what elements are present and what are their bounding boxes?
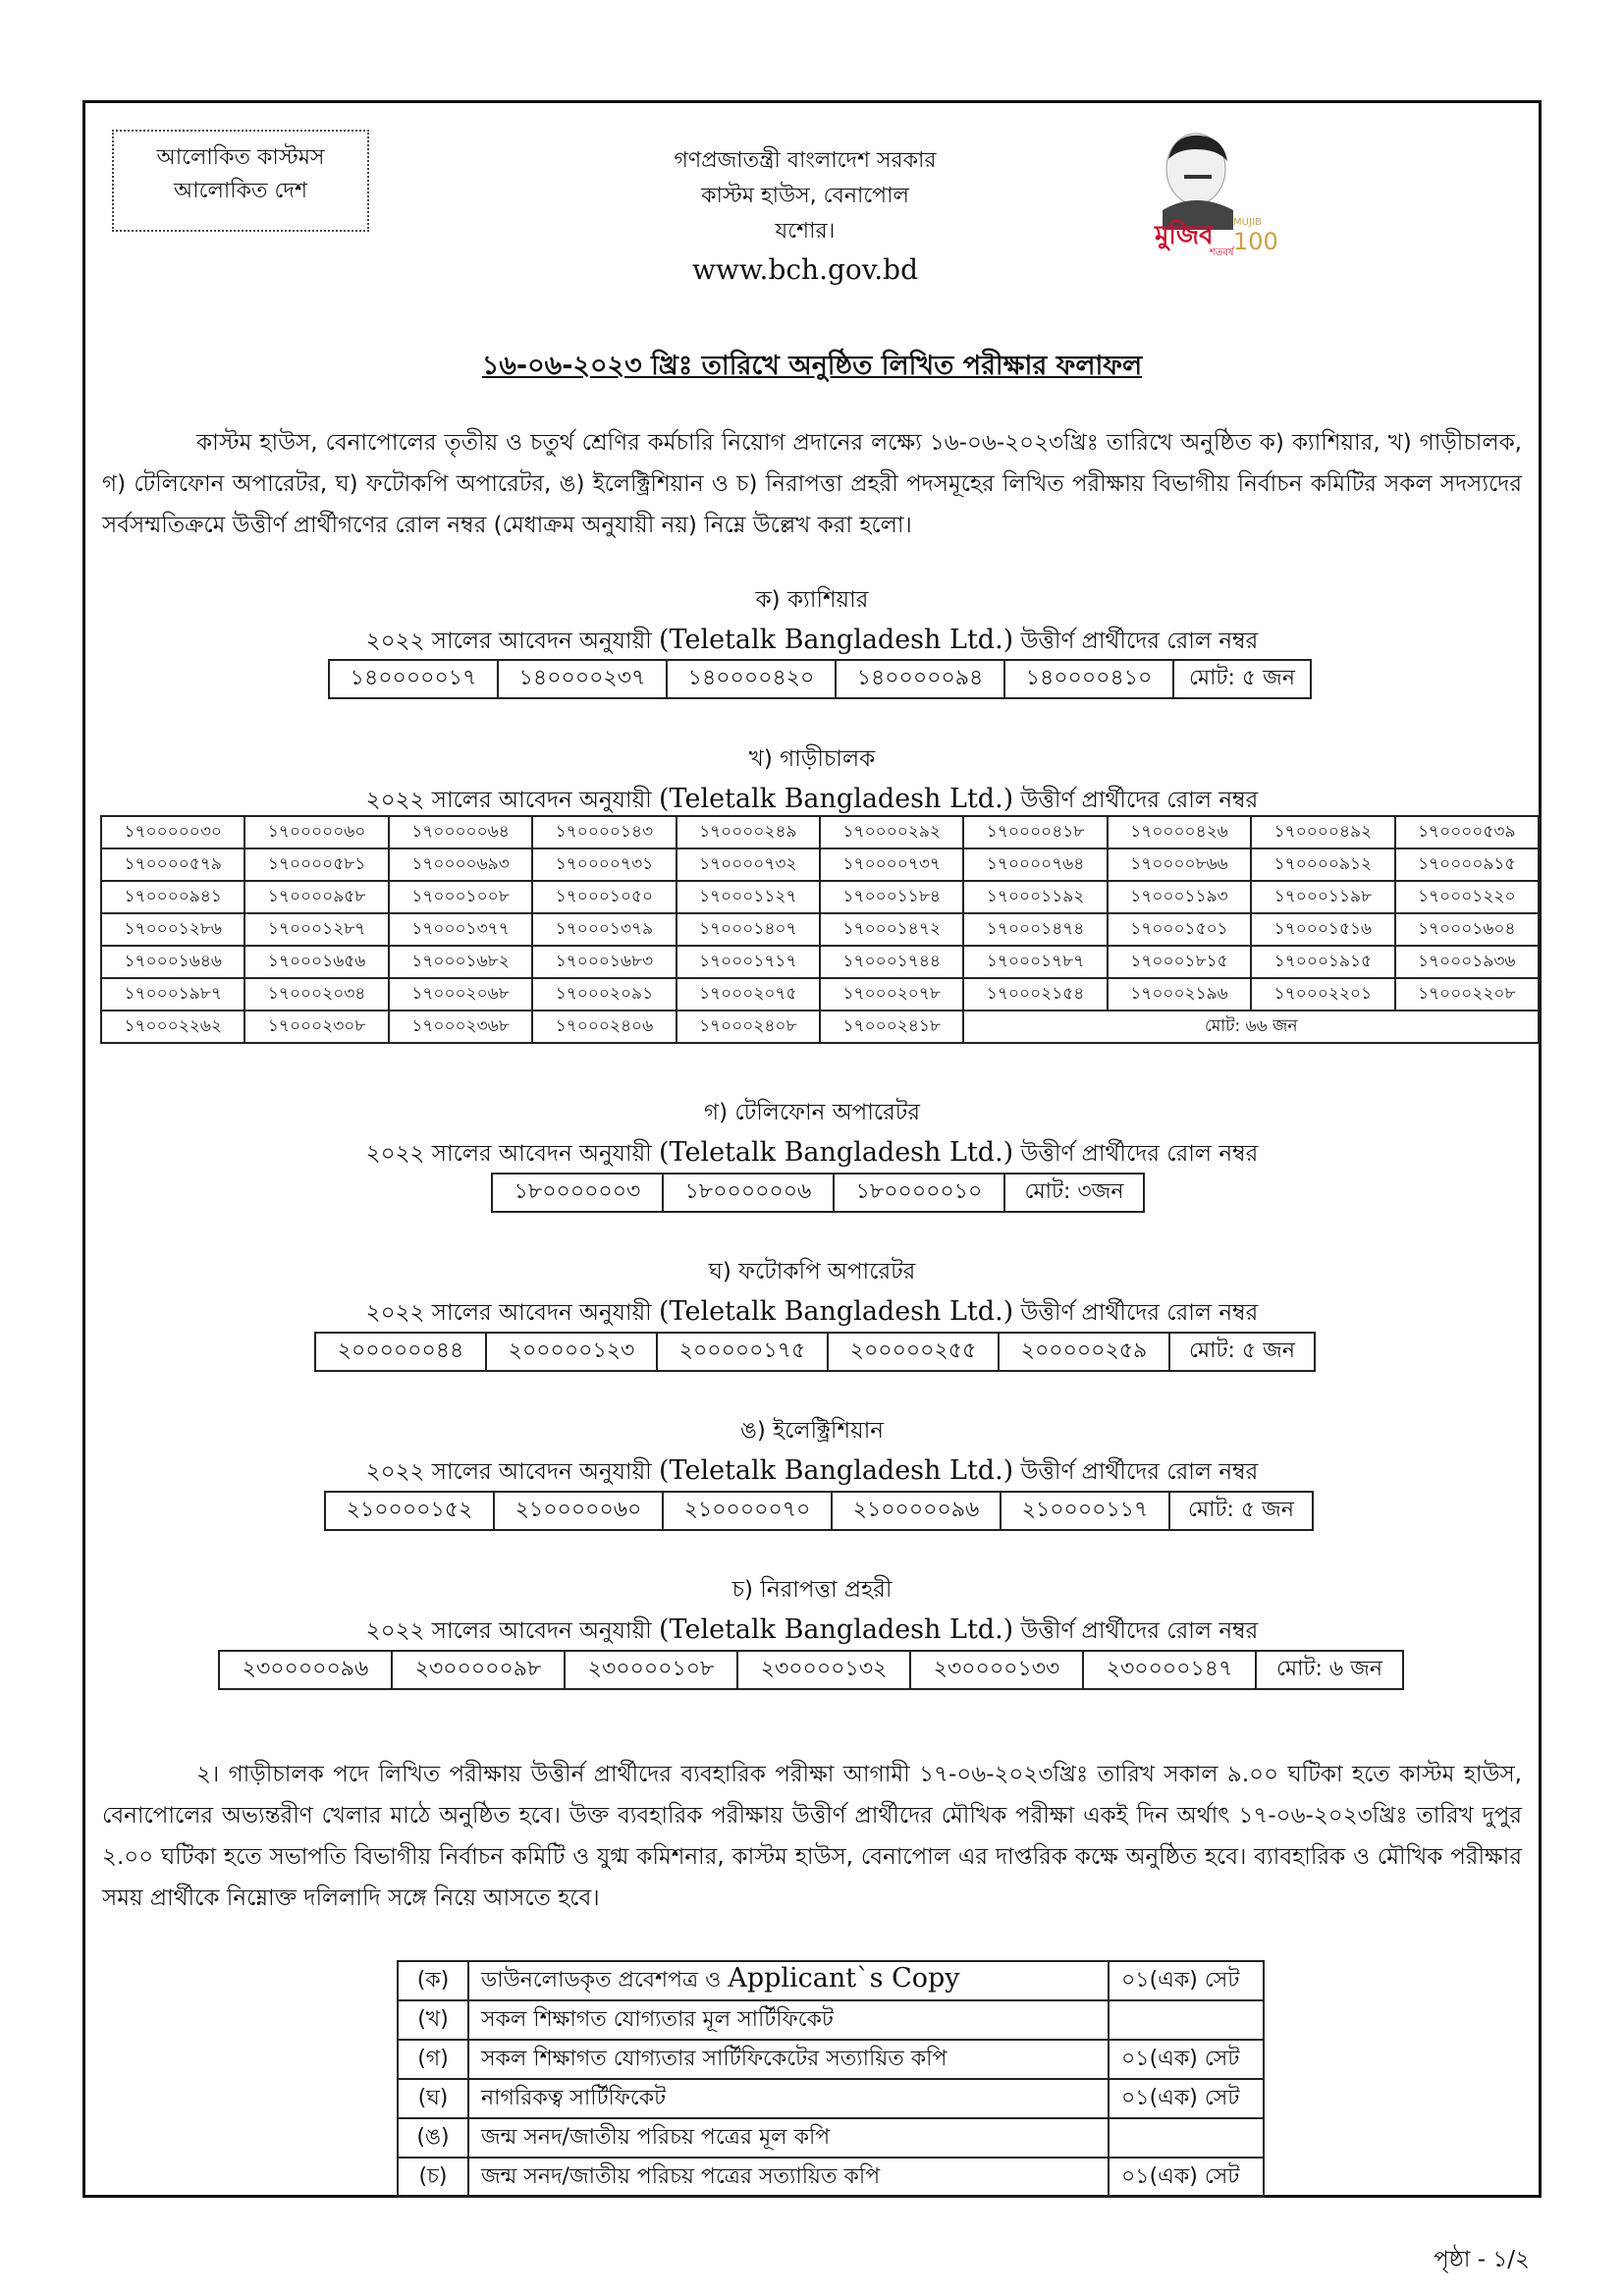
document-quantity: ০১(এক) সেট (1109, 2158, 1264, 2197)
logo-badge-latin: MUJIB (1233, 217, 1262, 228)
roll-cell: ১৭০০০০১৪৩ (532, 816, 676, 848)
roll-cell: ১৭০০০১৬৫৬ (244, 946, 388, 978)
document-row (398, 1961, 1264, 2000)
roll-cell: ২০০০০০১৭৫ (657, 1333, 828, 1371)
roll-cell: ১৭০০০০৮৬৬ (1108, 848, 1251, 881)
document-name: জন্ম সনদ/জাতীয় পরিচয় পত্রের মূল কপি (468, 2118, 1109, 2158)
roll-cell: ২৩০০০০১৪৭ (1083, 1651, 1256, 1689)
roll-cell: ১৭০০০১৯৩৬ (1395, 946, 1539, 978)
roll-cell: ১৭০০০১৭৮৭ (963, 946, 1107, 978)
photocopy-roll-table (314, 1332, 1316, 1372)
letterhead (550, 143, 1060, 291)
section-guard-heading: চ) নিরাপত্তা প্রহরী (731, 1577, 893, 1603)
roll-cell: ১৭০০০০৬৯৩ (389, 848, 532, 881)
roll-cell: ১৭০০০১৯৮৭ (101, 978, 244, 1011)
roll-cell: ১৭০০০২০৭৫ (677, 978, 820, 1011)
electrician-roll-table (324, 1491, 1314, 1531)
guard-roll-table (218, 1650, 1404, 1690)
motto-line-2: আলোকিত দেশ (174, 179, 307, 203)
section-electrician-subtitle: ২০২২ সালের আবেদন অনুযায়ী (Teletalk Bangladesh Ltd.) উত্তীর্ণ প্রার্থীদের রোল নম্বর (365, 1455, 1259, 1486)
section-photocopy-heading: ঘ) ফটোকপি অপারেটর (708, 1259, 916, 1285)
roll-cell: ১৭০০০০৫৭৯ (101, 848, 244, 881)
roll-cell: ১৭০০০১৫১৬ (1251, 913, 1394, 946)
table-row (101, 913, 1539, 946)
roll-cell: ১৭০০০০৪১৮ (963, 816, 1107, 848)
roll-cell: ১৭০০০২১৯৬ (1108, 978, 1251, 1011)
cashier-roll-table (328, 659, 1312, 699)
roll-cell: ১৭০০০১৪০৭ (677, 913, 820, 946)
roll-cell: ১৪০০০০২৩৭ (498, 660, 667, 698)
table-row (101, 816, 1539, 848)
table-row (101, 881, 1539, 913)
section-cashier-heading: ক) ক্যাশিয়ার (755, 587, 869, 613)
roll-cell: ১৭০০০০৪৯২ (1251, 816, 1394, 848)
roll-cell: ২৩০০০০১৩৩ (910, 1651, 1083, 1689)
motto-box (112, 130, 369, 232)
roll-cell: ২০০০০০১২৩ (486, 1333, 657, 1371)
roll-cell: ১৭০০০২১৫৪ (963, 978, 1107, 1011)
roll-cell: ১৭০০০১৪৭২ (820, 913, 963, 946)
motto-line-1: আলোকিত কাস্টমস (156, 145, 325, 170)
roll-cell: ১৭০০০১৭১৭ (677, 946, 820, 978)
document-mark: (খ) (398, 2000, 468, 2040)
roll-cell: ১৭০০০২০৭৮ (820, 978, 963, 1011)
document-name: জন্ম সনদ/জাতীয় পরিচয় পত্রের সত্যায়িত কপি (468, 2158, 1109, 2197)
roll-cell: ১৭০০০০৭৩২ (677, 848, 820, 881)
table-row (101, 978, 1539, 1011)
required-documents-table (397, 1960, 1265, 2198)
roll-cell: ১৭০০০২২৬২ (101, 1011, 244, 1043)
roll-cell: ১৭০০০২৪০৮ (677, 1011, 820, 1043)
roll-cell: ২৩০০০০০৯৮ (392, 1651, 565, 1689)
roll-cell: ১৪০০০০৪১০ (1004, 660, 1173, 698)
roll-cell: ১৭০০০১৬৪৬ (101, 946, 244, 978)
roll-cell: ১৭০০০০২৪৯ (677, 816, 820, 848)
section-telephone-subtitle: ২০২২ সালের আবেদন অনুযায়ী (Teletalk Bangladesh Ltd.) উত্তীর্ণ প্রার্থীদের রোল নম্বর (365, 1137, 1259, 1168)
roll-cell: ১৭০০০০৭৩৭ (820, 848, 963, 881)
logo-badge-sub: শতবর্ষ (1210, 247, 1234, 258)
roll-cell: ১৭০০০২২০৮ (1395, 978, 1539, 1011)
government-name: গণপ্রজাতন্ত্রী বাংলাদেশ সরকার (674, 148, 937, 173)
document-row (398, 2000, 1264, 2040)
roll-cell: ১৭০০০২০৬৮ (389, 978, 532, 1011)
roll-cell: ১৭০০০০৫৩৯ (1395, 816, 1539, 848)
roll-cell: ১৪০০০০০৯৪ (836, 660, 1004, 698)
mujib-centenary-logo (1135, 132, 1282, 259)
roll-cell: ১৭০০০১৬৮৩ (532, 946, 676, 978)
logo-badge-text: মুজিব (1155, 221, 1214, 250)
roll-cell: ১৭০০০২০৩৪ (244, 978, 388, 1011)
roll-cell: ১৭০০০১৭৪৪ (820, 946, 963, 978)
roll-cell: ১৭০০০২২০১ (1251, 978, 1394, 1011)
roll-cell: ১৭০০০১৪৭৪ (963, 913, 1107, 946)
roll-cell: ২১০০০০০৯৬ (832, 1492, 1001, 1530)
roll-cell: ১৮০০০০০০৬ (663, 1174, 834, 1212)
roll-cell: ১৭০০০১১৯৩ (1108, 881, 1251, 913)
section-guard-subtitle: ২০২২ সালের আবেদন অনুযায়ী (Teletalk Bangladesh Ltd.) উত্তীর্ণ প্রার্থীদের রোল নম্বর (365, 1614, 1259, 1645)
roll-cell: ১৭০০০১১৯৮ (1251, 881, 1394, 913)
roll-cell: ১৪০০০০০১৭ (329, 660, 498, 698)
document-quantity: ০১(এক) সেট (1109, 1961, 1264, 2000)
roll-cell: ১৭০০০১৫০১ (1108, 913, 1251, 946)
roll-cell: ১৮০০০০০০৩ (492, 1174, 663, 1212)
document-row (398, 2158, 1264, 2197)
total-cell: মোট: ৬ জন (1256, 1651, 1403, 1689)
roll-cell: ১৭০০০০৭৩১ (532, 848, 676, 881)
roll-cell: ১৭০০০০০৩০ (101, 816, 244, 848)
practical-exam-text: ২। গাড়ীচালক পদে লিখিত পরীক্ষায় উত্তীর্ন প্রার্থীদের ব্যবহারিক পরীক্ষা আগামী ১৭-০৬-২০২৩খ্রিঃ তারিখ সকাল ৯.০০ ঘটিকা হতে কাস্টম হাউস, বেনাপোলের অভ্যন্তরীণ খেলার মাঠে অনুষ্ঠিত হবে। উক্ত ব্যবহারিক পরীক্ষায় উত্তীর্ণ প্রার্থীদের মৌখিক পরীক্ষা একই দিন অর্থাৎ ১৭-০৬-২০২৩খ্রিঃ তারিখ দুপুর ২.০০ ঘটিকা হতে সভাপতি বিভাগীয় নির্বাচন কমিটি ও যুগ্ম কমিশনার, কাস্টম হাউস, বেনাপোল এর দাপ্তরিক কক্ষে অনুষ্ঠিত হবে। ব্যাবহারিক ও মৌখিক পরীক্ষার সময় প্রার্থীকে নিম্নোক্ত দলিলাদি সঙ্গে নিয়ে আসতে হবে। (102, 1762, 1522, 1911)
roll-cell: ১৭০০০০৯১২ (1251, 848, 1394, 881)
section-driver-heading: খ) গাড়ীচালক (748, 746, 876, 772)
roll-cell: ১৭০০০১১২৭ (677, 881, 820, 913)
section-cashier-subtitle: ২০২২ সালের আবেদন অনুযায়ী (Teletalk Bangladesh Ltd.) উত্তীর্ণ প্রার্থীদের রোল নম্বর (365, 625, 1259, 655)
document-mark: (ঘ) (398, 2079, 468, 2118)
roll-cell: ১৭০০০০২৯২ (820, 816, 963, 848)
roll-cell: ২০০০০০২৫৫ (828, 1333, 999, 1371)
office-name: কাস্টম হাউস, বেনাপোল (701, 184, 909, 208)
total-cell: মোট: ৫ জন (1169, 1333, 1315, 1371)
roll-cell: ২০০০০০০৪৪ (315, 1333, 486, 1371)
roll-cell: ১৭০০০১১৮৪ (820, 881, 963, 913)
section-driver-subtitle: ২০২২ সালের আবেদন অনুযায়ী (Teletalk Bangladesh Ltd.) উত্তীর্ণ প্রার্থীদের রোল নম্বর (365, 784, 1259, 814)
roll-cell: ২৩০০০০১০৮ (565, 1651, 737, 1689)
roll-cell: ২০০০০০২৫৯ (999, 1333, 1169, 1371)
table-row (101, 848, 1539, 881)
document-name: নাগরিকত্ব সার্টিফিকেট (468, 2079, 1109, 2118)
document-name: ডাউনলোডকৃত প্রবেশপত্র ও Applicant`s Copy (468, 1961, 1109, 2000)
roll-cell: ১৭০০০০০৬৪ (389, 816, 532, 848)
intro-paragraph (102, 422, 1522, 546)
roll-cell: ১৭০০০২৩৬৮ (389, 1011, 532, 1043)
section-photocopy-subtitle: ২০২২ সালের আবেদন অনুযায়ী (Teletalk Bangladesh Ltd.) উত্তীর্ণ প্রার্থীদের রোল নম্বর (365, 1296, 1259, 1327)
document-mark: (ক) (398, 1961, 468, 2000)
table-row (101, 1011, 1539, 1043)
roll-cell: ১৭০০০১১৯২ (963, 881, 1107, 913)
roll-cell: ১৭০০০২০৯১ (532, 978, 676, 1011)
practical-exam-paragraph (102, 1754, 1522, 1919)
roll-cell: ১৭০০০০৫৮১ (244, 848, 388, 881)
roll-cell: ১৭০০০১২৮৬ (101, 913, 244, 946)
roll-cell: ১৭০০০০৪২৬ (1108, 816, 1251, 848)
roll-cell: ১৭০০০০৯৪১ (101, 881, 244, 913)
roll-cell: ১৭০০০১০৫০ (532, 881, 676, 913)
document-name: সকল শিক্ষাগত যোগ্যতার মূল সার্টিফিকেট (468, 2000, 1109, 2040)
document-mark: (ঙ) (398, 2118, 468, 2158)
logo-badge-number: 100 (1233, 228, 1278, 255)
document-mark: (গ) (398, 2040, 468, 2079)
roll-cell: ২১০০০০১৫২ (325, 1492, 494, 1530)
roll-cell: ১৭০০০১২২০ (1395, 881, 1539, 913)
roll-cell: ২১০০০০১১৭ (1001, 1492, 1169, 1530)
intro-text: কাস্টম হাউস, বেনাপোলের তৃতীয় ও চতুর্থ শ্রেণির কর্মচারি নিয়োগ প্রদানের লক্ষ্যে ১৬-০৬-২০২৩খ্রিঃ তারিখে অনুষ্ঠিত ক) ক্যাশিয়ার, খ) গাড়ীচালক, গ) টেলিফোন অপারেটর, ঘ) ফটোকপি অপারেটর, ঙ) ইলেক্ট্রিশিয়ান ও চ) নিরাপত্তা প্রহরী পদসমূহের লিখিত পরীক্ষায় বিভাগীয় নির্বাচন কমিটির সকল সদস্যদের সর্বসম্মতিক্রমে উত্তীর্ণ প্রার্থীগণের রোল নম্বর (মেধাক্রম অনুযায়ী নয়) নিম্নে উল্লেখ করা হলো। (102, 430, 1522, 538)
section-telephone-heading: গ) টেলিফোন অপারেটর (704, 1100, 920, 1125)
document-quantity: ০১(এক) সেট (1109, 2079, 1264, 2118)
document-row (398, 2118, 1264, 2158)
roll-cell: ২৩০০০০০৯৬ (219, 1651, 392, 1689)
document-row (398, 2040, 1264, 2079)
roll-cell: ২৩০০০০১৩২ (737, 1651, 910, 1689)
document-row (398, 2079, 1264, 2118)
roll-cell: ২১০০০০০৬০ (494, 1492, 663, 1530)
document-quantity (1109, 2000, 1264, 2040)
website-link[interactable]: www.bch.gov.bd (691, 253, 919, 286)
roll-cell: ১৭০০০১৯১৫ (1251, 946, 1394, 978)
document-quantity: ০১(এক) সেট (1109, 2040, 1264, 2079)
page-number: পৃষ্ঠা - ১/২ (1434, 2247, 1530, 2272)
total-cell: মোট: ৬৬ জন (963, 1011, 1539, 1043)
roll-cell: ২১০০০০০৭০ (663, 1492, 832, 1530)
table-row (101, 946, 1539, 978)
roll-cell: ১৭০০০১৮১৫ (1108, 946, 1251, 978)
roll-cell: ১৭০০০০০৬০ (244, 816, 388, 848)
roll-cell: ১৭০০০০৯১৫ (1395, 848, 1539, 881)
roll-cell: ১৭০০০২৩০৮ (244, 1011, 388, 1043)
roll-cell: ১৭০০০১২৮৭ (244, 913, 388, 946)
roll-cell: ১৪০০০০৪২০ (667, 660, 836, 698)
page-title: ১৬-০৬-২০২৩ খ্রিঃ তারিখে অনুষ্ঠিত লিখিত পরীক্ষার ফলাফল (481, 351, 1143, 381)
telephone-roll-table (491, 1173, 1145, 1213)
roll-cell: ১৮০০০০০১০ (834, 1174, 1004, 1212)
office-location: যশোর। (775, 219, 836, 244)
document-name: সকল শিক্ষাগত যোগ্যতার সার্টিফিকেটের সত্যায়িত কপি (468, 2040, 1109, 2079)
roll-cell: ১৭০০০২৪১৮ (820, 1011, 963, 1043)
driver-roll-table (100, 815, 1540, 1044)
document-quantity (1109, 2118, 1264, 2158)
roll-cell: ১৭০০০০৯৫৮ (244, 881, 388, 913)
total-cell: মোট: ৫ জন (1169, 1492, 1313, 1530)
roll-cell: ১৭০০০১৩৭৯ (532, 913, 676, 946)
roll-cell: ১৭০০০১৬০৪ (1395, 913, 1539, 946)
roll-cell: ১৭০০০১৬৮২ (389, 946, 532, 978)
roll-cell: ১৭০০০১০০৮ (389, 881, 532, 913)
document-mark: (চ) (398, 2158, 468, 2197)
section-electrician-heading: ঙ) ইলেক্ট্রিশিয়ান (739, 1418, 885, 1444)
roll-cell: ১৭০০০০৭৬৪ (963, 848, 1107, 881)
total-cell: মোট: ৫ জন (1173, 660, 1311, 698)
roll-cell: ১৭০০০২৪০৬ (532, 1011, 676, 1043)
roll-cell: ১৭০০০১৩৭৭ (389, 913, 532, 946)
total-cell: মোট: ৩জন (1004, 1174, 1144, 1212)
